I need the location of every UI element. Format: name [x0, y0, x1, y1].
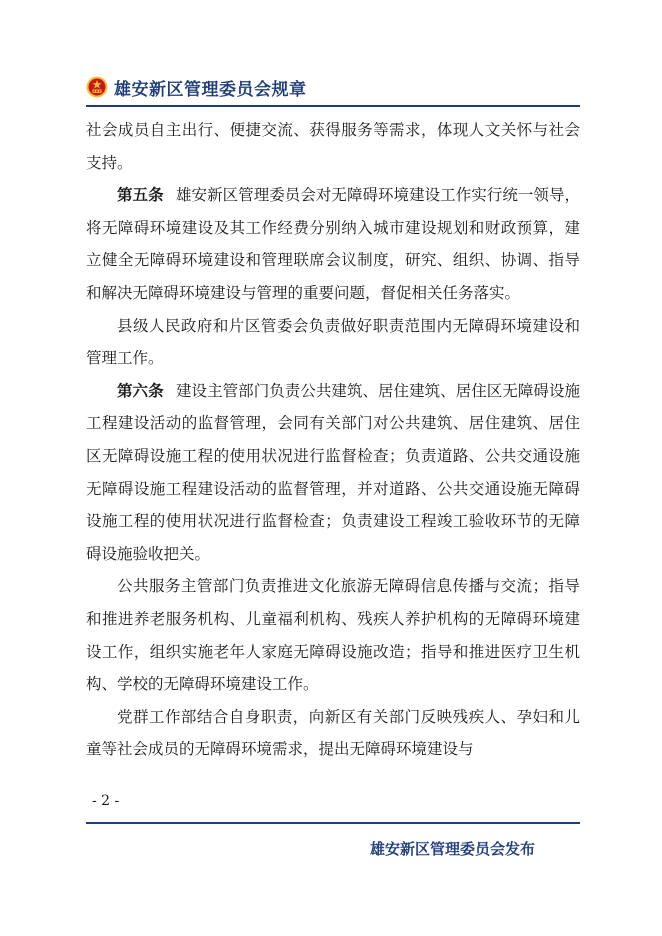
paragraph-county-duty: 县级人民政府和片区管委会负责做好职责范围内无障碍环境建设和管理工作。 [86, 316, 580, 368]
article-6 [86, 375, 580, 571]
article-5-text: 雄安新区管理委员会对无障碍环境建设工作实行统一领导，将无障碍环境建设及其工作经费分别纳入城市建设规划和财政预算，建立健全无障碍环境建设和管理联席会议制度，研究、组织、协调、指导和解决无障碍环境建设与管理的重要问题，督促相关任务落实。 [86, 186, 580, 302]
page-number: - 2 - [92, 793, 120, 809]
article-6-text: 建设主管部门负责公共建筑、居住建筑、居住区无障碍设施工程建设活动的监督管理，会同有关部门对公共建筑、居住建筑、居住区无障碍设施工程的使用状况进行监督检查；负责道路、公共交通设施无障碍设施工程建设活动的监督管理，并对道路、公共交通设施无障碍设施工程的使用状况进行监督检查；负责建设工程竣工验收环节的无障碍设施验收把关。 [86, 381, 580, 563]
header-divider [86, 105, 580, 107]
header-title: 雄安新区管理委员会规章 [114, 79, 307, 100]
article-5-label: 第五条 [117, 186, 164, 205]
article-6-label: 第六条 [117, 381, 164, 400]
footer-divider [86, 822, 580, 824]
page-header [86, 72, 307, 102]
national-emblem-icon [86, 76, 108, 98]
paragraph-public-service: 公共服务主管部门负责推进文化旅游无障碍信息传播与交流；指导和推进养老服务机构、儿童福利机构、残疾人养护机构的无障碍环境建设工作，组织实施老年人家庭无障碍设施改造；指导和推进医疗卫生机构、学校的无障碍环境建设工作。 [86, 577, 580, 694]
footer-title: 雄安新区管理委员会发布 [370, 840, 536, 858]
paragraph-party-work: 党群工作部结合自身职责，向新区有关部门反映残疾人、孕妇和儿童等社会成员的无障碍环境需求，提出无障碍环境建设与 [86, 707, 580, 759]
article-5 [86, 179, 580, 309]
paragraph-continuation: 社会成员自主出行、便捷交流、获得服务等需求，体现人文关怀与社会支持。 [86, 121, 580, 172]
document-body [86, 114, 580, 766]
